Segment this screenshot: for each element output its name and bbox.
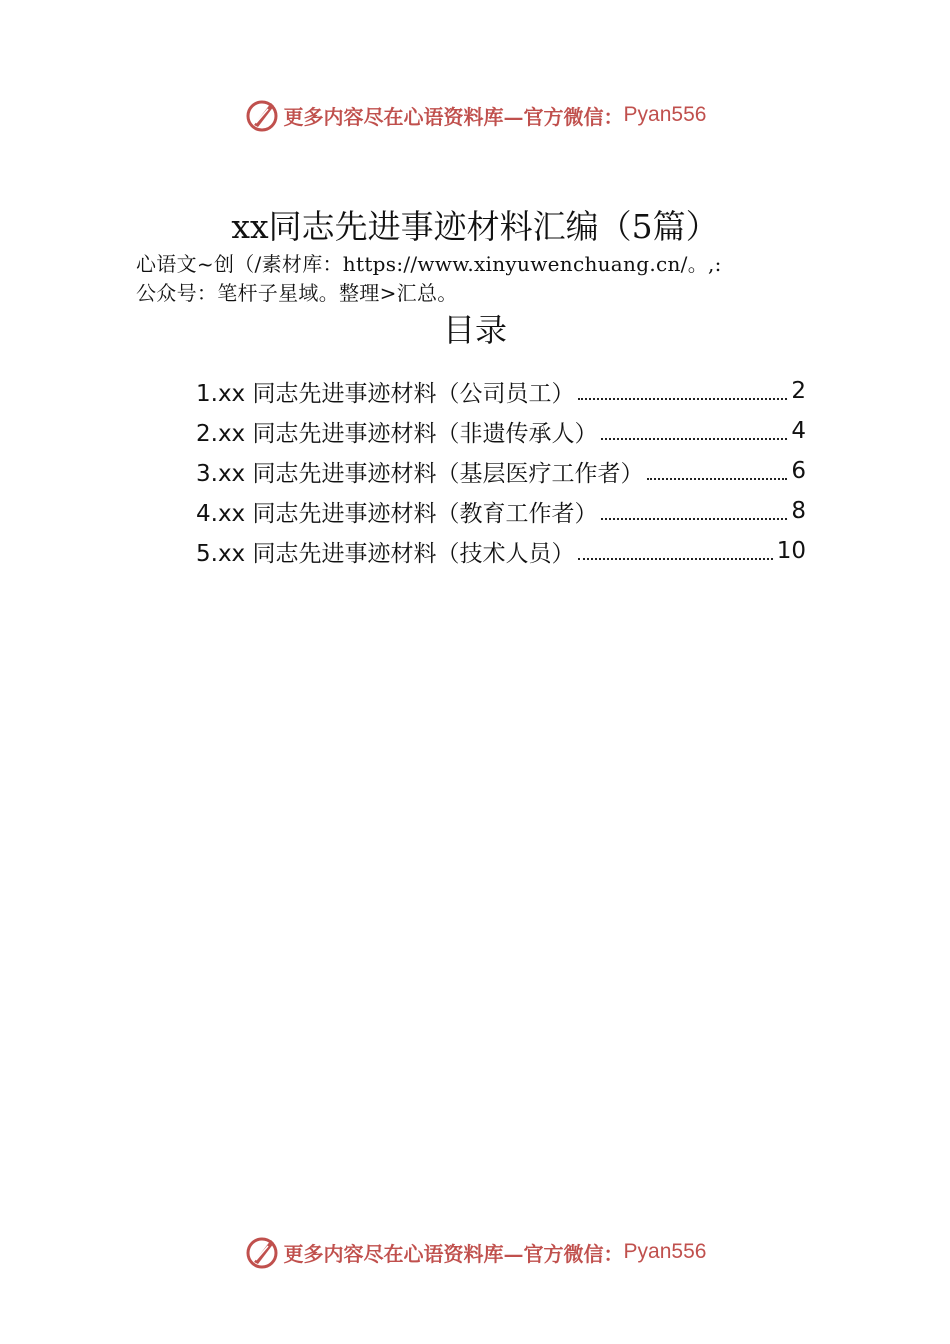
source-note-line-1: 心语文~创（/素材库：https://www.xinyuwenchuang.cn/。,:	[136, 252, 722, 276]
toc-entry-title[interactable]: 3.xx 同志先进事迹材料（基层医疗工作者）	[196, 460, 644, 487]
banner-wechat-id: Pyan556	[623, 1240, 707, 1263]
source-note-line-2: 公众号：笔杆子星域。整理>汇总。	[136, 281, 458, 305]
toc-entry-title[interactable]: 4.xx 同志先进事迹材料（教育工作者）	[196, 500, 598, 527]
toc-entry-title[interactable]: 5.xx 同志先进事迹材料（技术人员）	[196, 540, 575, 567]
toc-entry[interactable]	[196, 411, 806, 451]
toc-entry[interactable]	[196, 491, 806, 531]
toc-dot-leader	[601, 438, 787, 440]
header-banner	[0, 95, 950, 135]
toc-dot-leader	[578, 398, 787, 400]
toc-entry-page[interactable]: 6	[791, 458, 806, 484]
quill-pen-logo-icon	[244, 97, 280, 133]
banner-text: 更多内容尽在心语资料库—官方微信：	[283, 104, 624, 129]
quill-pen-logo-icon	[244, 1234, 280, 1270]
toc-entry-page[interactable]: 8	[791, 498, 806, 524]
toc-entry-page[interactable]: 10	[776, 538, 806, 564]
footer-banner	[0, 1232, 950, 1272]
toc-dot-leader	[647, 478, 787, 480]
banner-wechat-id: Pyan556	[623, 103, 707, 126]
toc-dot-leader	[578, 558, 772, 560]
toc-entry-page[interactable]: 2	[791, 378, 806, 404]
toc-heading: 目录	[442, 311, 507, 349]
banner-text: 更多内容尽在心语资料库—官方微信：	[283, 1241, 624, 1266]
toc-entry[interactable]	[196, 371, 806, 411]
document-title: xx同志先进事迹材料汇编（5篇）	[231, 207, 719, 246]
toc-entry[interactable]	[196, 451, 806, 491]
toc-entry-title[interactable]: 1.xx 同志先进事迹材料（公司员工）	[196, 380, 575, 407]
table-of-contents	[196, 371, 806, 571]
source-note	[136, 250, 836, 308]
toc-entry-title[interactable]: 2.xx 同志先进事迹材料（非遗传承人）	[196, 420, 598, 447]
toc-entry[interactable]	[196, 531, 806, 571]
toc-entry-page[interactable]: 4	[791, 418, 806, 444]
toc-dot-leader	[601, 518, 787, 520]
